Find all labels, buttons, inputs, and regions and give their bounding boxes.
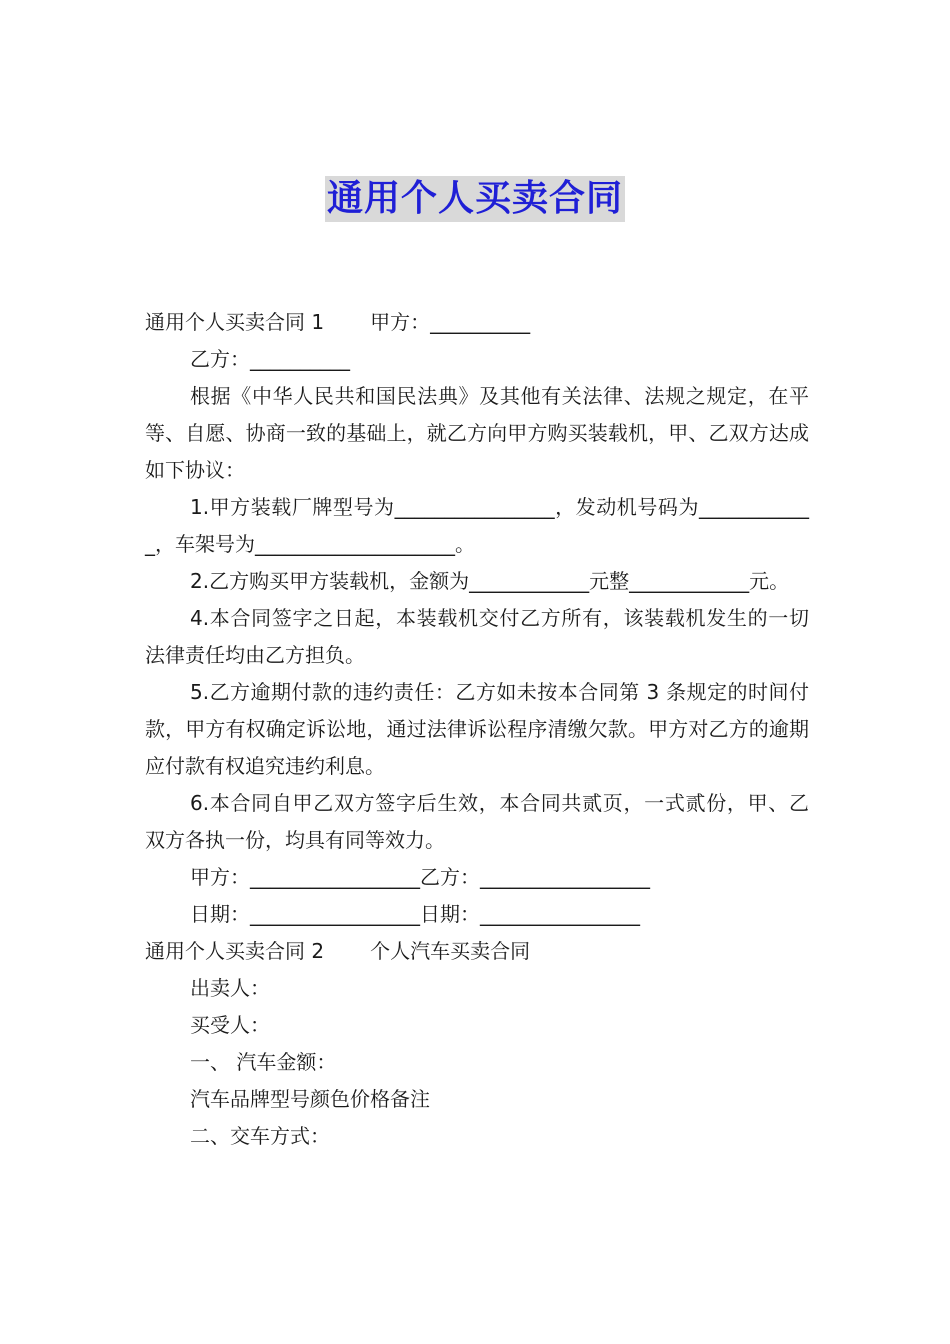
- title-container: [0, 176, 950, 222]
- signature-line: 甲方：_________________乙方：_________________: [190, 865, 650, 889]
- date-line: 日期：_________________日期：________________: [190, 902, 640, 926]
- contract2-heading-line: [145, 933, 809, 970]
- contract1-heading: 通用个人买卖合同 1: [145, 310, 325, 334]
- vehicle-table-header: 汽车品牌型号颜色价格备注: [190, 1087, 430, 1111]
- seller-field: 出卖人：: [190, 976, 270, 1000]
- clause-4: 4.本合同签字之日起，本装载机交付乙方所有，该装载机发生的一切法律责任均由乙方担负。: [145, 606, 809, 667]
- intro-paragraph: 根据《中华人民共和国民法典》及其他有关法律、法规之规定，在平等、自愿、协商一致的基础上，就乙方向甲方购买装载机，甲、乙双方达成如下协议：: [145, 384, 809, 482]
- clause-2: 2.乙方购买甲方装载机，金额为____________元整____________元。: [190, 569, 790, 593]
- contract2-subtitle: 个人汽车买卖合同: [370, 939, 531, 963]
- party-b-field: 乙方：__________: [190, 347, 350, 371]
- contract2-heading: 通用个人买卖合同 2: [145, 939, 325, 963]
- buyer-field: 买受人：: [190, 1013, 270, 1037]
- document-title: 通用个人买卖合同: [325, 176, 625, 222]
- section-2-heading: 二、交车方式：: [190, 1124, 330, 1148]
- contract1-heading-line: [145, 304, 809, 341]
- clause-1: 1.甲方装载厂牌型号为________________，发动机号码为____________，车架号为____________________。: [145, 495, 809, 556]
- clause-6: 6.本合同自甲乙双方签字后生效，本合同共贰页，一式贰份，甲、乙双方各执一份，均具有同等效力。: [145, 791, 809, 852]
- document-body: [145, 304, 809, 1155]
- clause-5: 5.乙方逾期付款的违约责任：乙方如未按本合同第 3 条规定的时间付款，甲方有权确定诉讼地，通过法律诉讼程序清缴欠款。甲方对乙方的逾期应付款有权追究违约利息。: [145, 680, 809, 778]
- party-a-field: 甲方：__________: [370, 310, 531, 334]
- section-1-heading: 一、 汽车金额：: [190, 1050, 337, 1074]
